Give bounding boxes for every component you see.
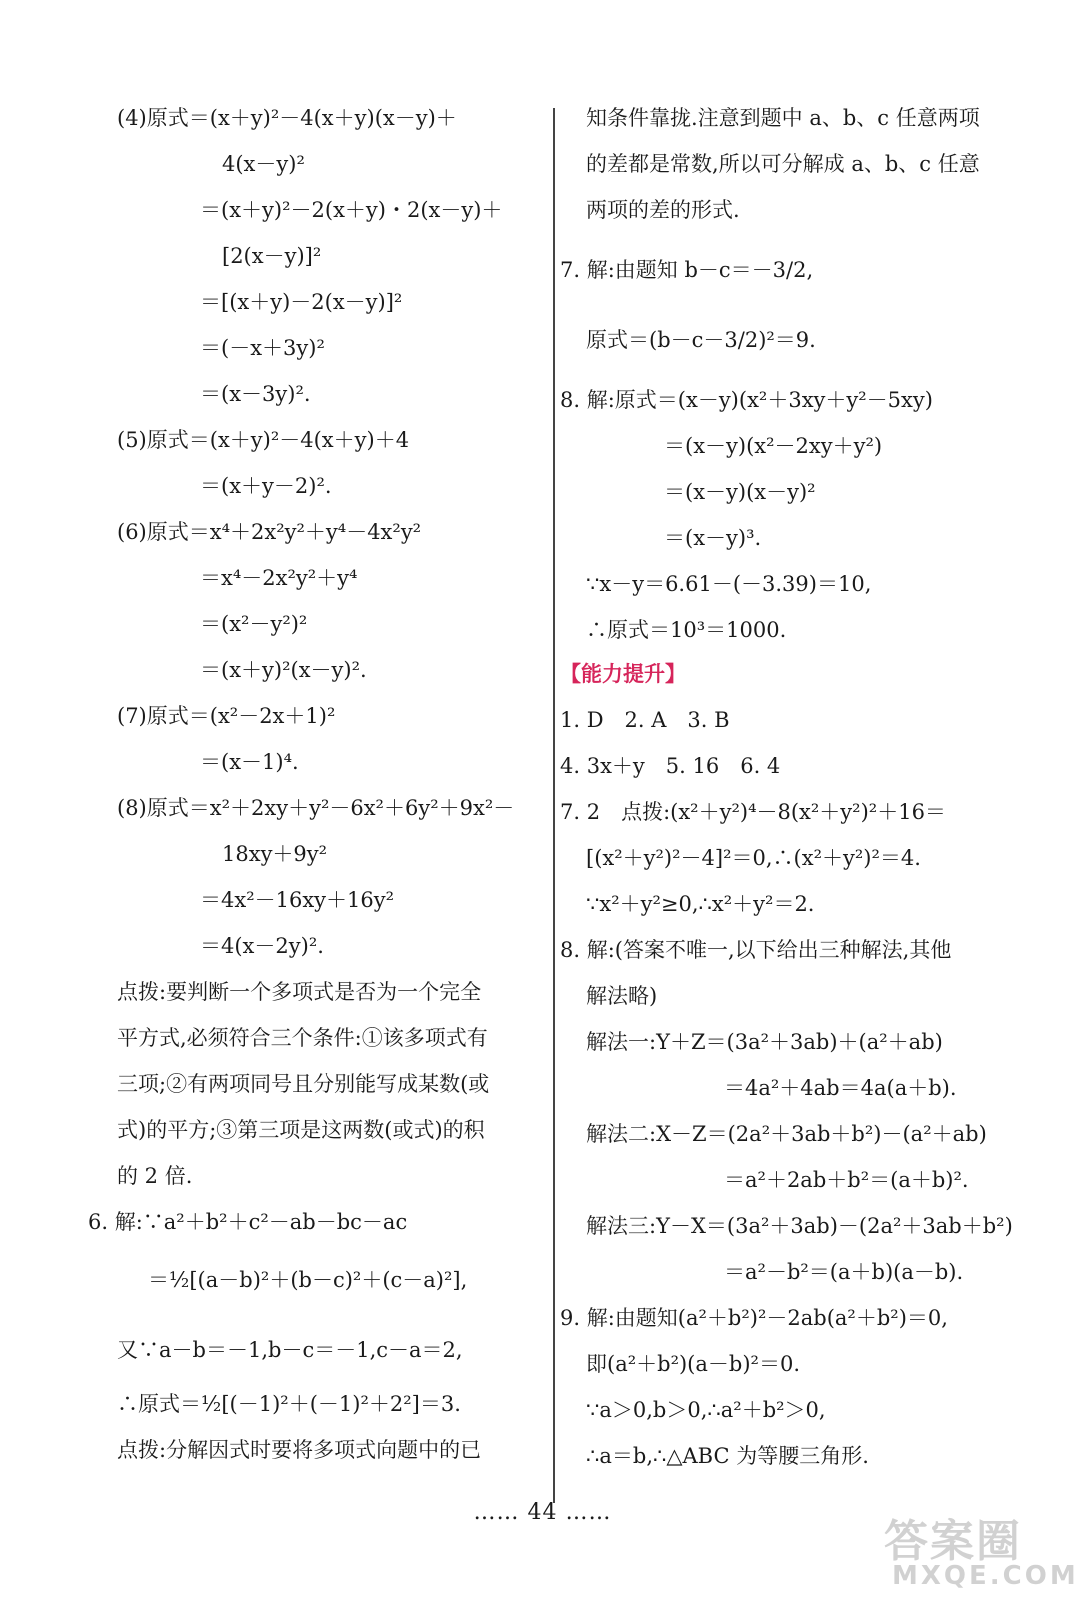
solution-4-line-6: ＝(－x＋3y)² [200,336,325,360]
column-divider [553,108,555,1503]
method-1-line-1: 解法一:Y＋Z＝(3a²＋3ab)＋(a²＋ab) [586,1030,943,1054]
answer-7-line-3: ∵x²＋y²≥0,∴x²＋y²＝2. [586,892,815,916]
method-2-line-2: ＝a²＋2ab＋b²＝(a＋b)². [724,1168,969,1192]
hint-paragraph-line-1: 点拨:要判断一个多项式是否为一个完全 [117,980,482,1004]
answer-9-line-4: ∴a＝b,∴△ABC 为等腰三角形. [586,1444,869,1468]
solution-4-line-4: [2(x－y)]² [222,244,322,268]
solution-8-line-1: (8)原式＝x²＋2xy＋y²－6x²＋6y²＋9x²－ [117,796,515,820]
hint-paragraph-line-5: 的 2 倍. [117,1164,193,1188]
solution-5-line-1: (5)原式＝(x＋y)²－4(x＋y)＋4 [117,428,410,452]
page-number: …… 44 …… [473,1500,612,1525]
hint-continued-line-3: 两项的差的形式. [586,198,740,222]
solution-4-line-7: ＝(x－3y)². [200,382,311,406]
method-1-line-2: ＝4a²＋4ab＝4a(a＋b). [724,1076,957,1100]
problem-8-line-2: ＝(x－y)(x²－2xy＋y²) [664,434,883,458]
problem-6-line-4: ∴原式＝½[(－1)²＋(－1)²＋2²]＝3. [117,1392,461,1416]
problem-6-line-1: 6. 解:∵a²＋b²＋c²－ab－bc－ac [88,1210,408,1234]
answers-1-3: 1. D 2. A 3. B [560,708,730,732]
solution-4-line-1: (4)原式＝(x＋y)²－4(x＋y)(x－y)＋ [117,106,457,130]
problem-8-line-4: ＝(x－y)³. [664,526,762,550]
problem-6-line-2: ＝½[(a－b)²＋(b－c)²＋(c－a)²], [148,1268,468,1292]
solution-4-line-5: ＝[(x＋y)－2(x－y)]² [200,290,403,314]
answer-8-line-1: 8. 解:(答案不唯一,以下给出三种解法,其他 [560,938,952,962]
solution-7-line-1: (7)原式＝(x²－2x＋1)² [117,704,336,728]
answers-4-6: 4. 3x＋y 5. 16 6. 4 [560,754,781,778]
hint-continued-line-1: 知条件靠拢.注意到题中 a、b、c 任意两项 [586,106,980,130]
solution-6-line-1: (6)原式＝x⁴＋2x²y²＋y⁴－4x²y² [117,520,422,544]
problem-8-line-5: ∵x－y＝6.61－(－3.39)＝10, [586,572,872,596]
section-heading-ability: 【能力提升】 [560,662,686,686]
hint-paragraph-line-4: 式)的平方;③第三项是这两数(或式)的积 [117,1118,485,1142]
solution-8-line-4: ＝4(x－2y)². [200,934,324,958]
problem-7-line-2: 原式＝(b－c－3/2)²＝9. [586,328,816,352]
solution-4-line-3: ＝(x＋y)²－2(x＋y)・2(x－y)＋ [200,198,503,222]
problem-8-line-3: ＝(x－y)(x－y)² [664,480,816,504]
watermark-text: 答案圈 [884,1516,1022,1567]
hint-paragraph-line-3: 三项;②有两项同号且分别能写成某数(或 [117,1072,490,1096]
answer-7-line-1: 7. 2 点拨:(x²＋y²)⁴－8(x²＋y²)²＋16＝ [560,800,946,824]
method-3-line-2: ＝a²－b²＝(a＋b)(a－b). [724,1260,964,1284]
answer-7-line-2: [(x²＋y²)²－4]²＝0,∴(x²＋y²)²＝4. [586,846,921,870]
answer-9-line-1: 9. 解:由题知(a²＋b²)²－2ab(a²＋b²)＝0, [560,1306,948,1330]
watermark-domain: MXQE.COM [892,1561,1079,1591]
method-2-line-1: 解法二:X－Z＝(2a²＋3ab＋b²)－(a²＋ab) [586,1122,987,1146]
answer-8-line-2: 解法略) [586,984,658,1008]
problem-8-line-6: ∴原式＝10³＝1000. [586,618,787,642]
solution-4-line-2: 4(x－y)² [222,152,305,176]
hint-paragraph-line-2: 平方式,必须符合三个条件:①该多项式有 [117,1026,488,1050]
solution-6-line-3: ＝(x²－y²)² [200,612,308,636]
problem-7-line-1: 7. 解:由题知 b－c＝－3/2, [560,258,814,282]
problem-6-hint: 点拨:分解因式时要将多项式向题中的已 [117,1438,482,1462]
solution-6-line-2: ＝x⁴－2x²y²＋y⁴ [200,566,358,590]
answer-9-line-2: 即(a²＋b²)(a－b)²＝0. [586,1352,800,1376]
solution-8-line-2: 18xy＋9y² [222,842,328,866]
solution-5-line-2: ＝(x＋y－2)². [200,474,332,498]
problem-6-line-3: 又∵a－b＝－1,b－c＝－1,c－a＝2, [117,1338,463,1362]
solution-7-line-2: ＝(x－1)⁴. [200,750,299,774]
method-3-line-1: 解法三:Y－X＝(3a²＋3ab)－(2a²＋3ab＋b²) [586,1214,1013,1238]
watermark-logo [884,1505,1079,1595]
solution-8-line-3: ＝4x²－16xy＋16y² [200,888,395,912]
answer-9-line-3: ∵a＞0,b＞0,∴a²＋b²＞0, [586,1398,826,1422]
solution-6-line-4: ＝(x＋y)²(x－y)². [200,658,367,682]
problem-8-line-1: 8. 解:原式＝(x－y)(x²＋3xy＋y²－5xy) [560,388,933,412]
hint-continued-line-2: 的差都是常数,所以可分解成 a、b、c 任意 [586,152,980,176]
